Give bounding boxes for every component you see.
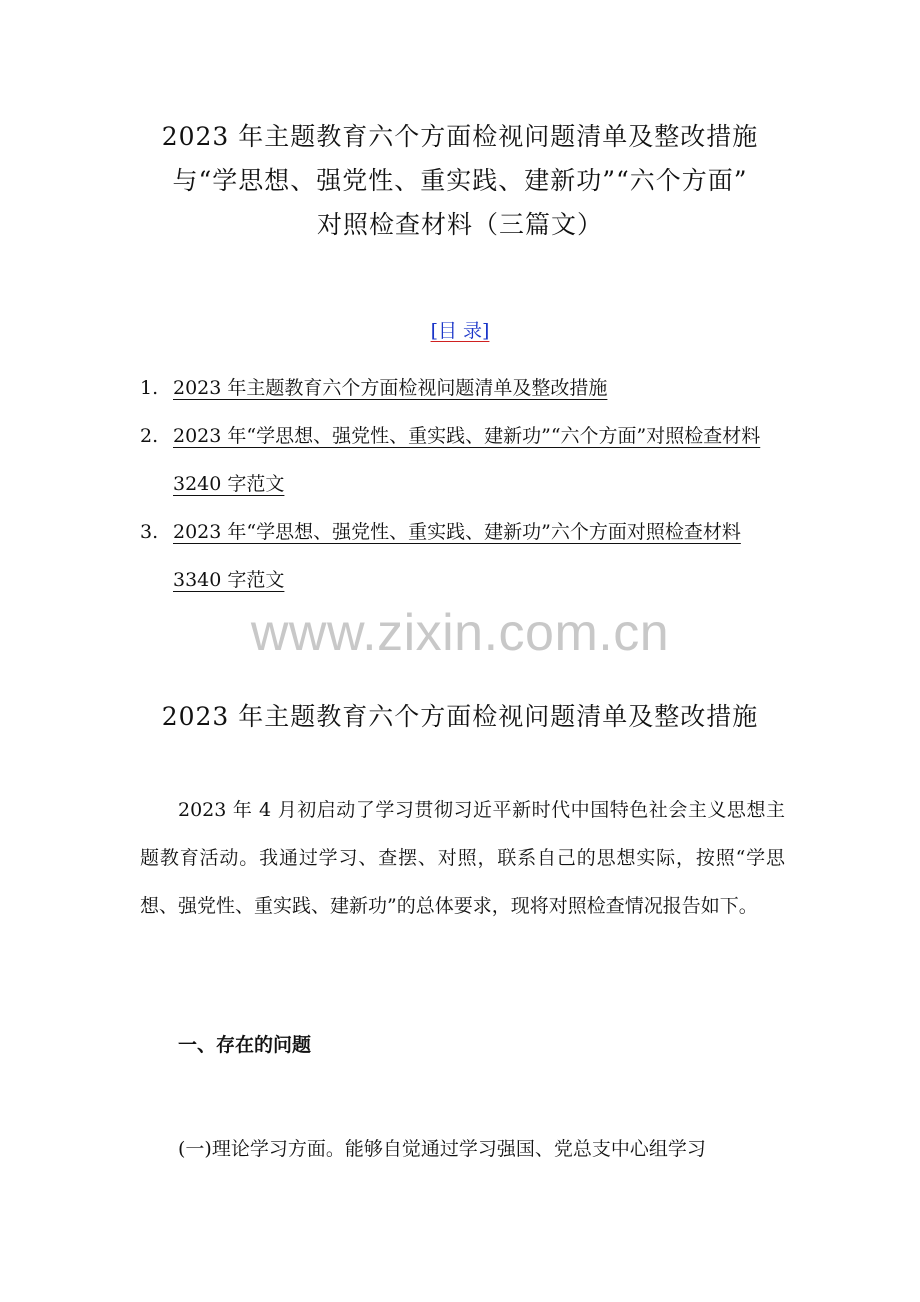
toc-item-link[interactable]: 2023 年“学思想、强党性、重实践、建新功”“六个方面”对照检查材料 3240 字范文 [173,425,761,495]
toc-item-number: 1. [140,377,159,399]
toc-item-link[interactable]: 2023 年主题教育六个方面检视问题清单及整改措施 [173,377,608,399]
toc-item-number: 3. [140,521,159,543]
toc-item-link[interactable]: 2023 年“学思想、强党性、重实践、建新功”六个方面对照检查材料 3340 字范文 [173,521,741,591]
intro-paragraph: 2023 年 4 月初启动了学习贯彻习近平新时代中国特色社会主义思想主题教育活动。我通过学习、查摆、对照，联系自己的思想实际，按照“学思想、强党性、重实践、建新功”的总体要求，现将对照检查情况报告如下。 [140,799,785,917]
table-of-contents [140,364,790,604]
document-title [0,115,920,247]
title-line-2: 与“学思想、强党性、重实践、建新功”“六个方面” [172,166,748,195]
toc-heading[interactable] [0,316,920,343]
toc-heading-label[interactable]: [目 录] [430,320,490,342]
toc-item-number: 2. [140,425,159,447]
toc-item-1[interactable] [140,364,790,412]
heading-problems: 一、存在的问题 [178,1034,312,1056]
section-title: 2023 年主题教育六个方面检视问题清单及整改措施 [161,702,759,731]
toc-item-3[interactable] [140,508,790,604]
body-paragraph: (一)理论学习方面。能够自觉通过学习强国、党总支中心组学习 [178,1138,706,1160]
watermark: www.zixin.com.cn [250,604,670,662]
title-line-1: 2023 年主题教育六个方面检视问题清单及整改措施 [161,122,759,151]
title-line-3: 对照检查材料（三篇文） [316,210,603,239]
toc-item-2[interactable] [140,412,790,508]
